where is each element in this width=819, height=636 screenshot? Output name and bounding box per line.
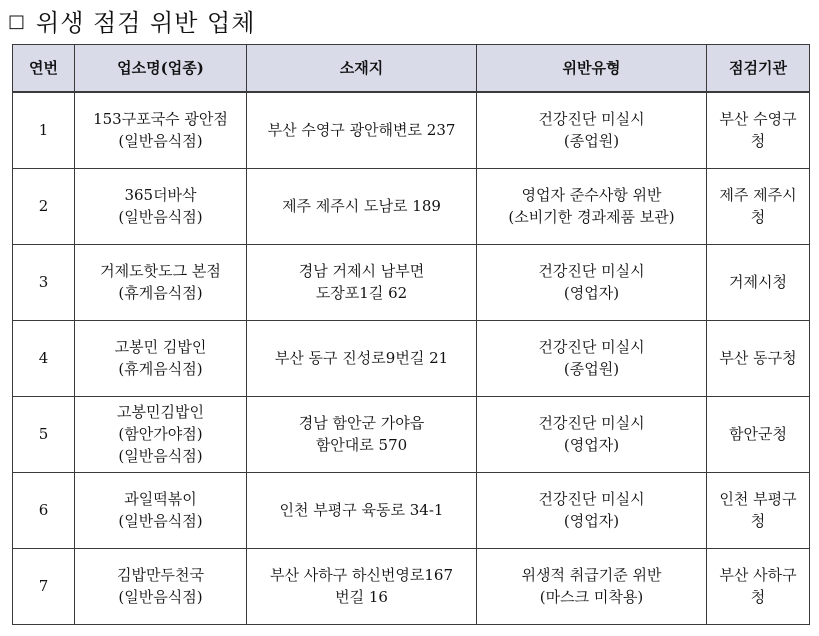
table-header-row — [13, 45, 810, 93]
cell-address — [247, 472, 477, 548]
cell-agency-line: 제주 제주시 — [719, 186, 797, 204]
cell-agency — [707, 548, 810, 624]
page-heading — [8, 2, 255, 38]
cell-violation-line: 위생적 취급기준 위반 — [521, 566, 662, 584]
table-body — [13, 92, 810, 624]
cell-address — [247, 320, 477, 396]
cell-business-line: (일반음식점) — [118, 588, 203, 606]
cell-business-line: 과일떡볶이 — [124, 490, 197, 508]
cell-violation-line: 건강진단 미실시 — [538, 338, 645, 356]
cell-business-line: 365더바삭 — [124, 186, 197, 204]
cell-agency-line: 거제시청 — [729, 273, 787, 291]
cell-violation-line: (소비기한 경과제품 보관) — [508, 208, 675, 226]
cell-agency — [707, 244, 810, 320]
cell-violation — [477, 396, 707, 472]
cell-agency-line: 청 — [750, 588, 766, 606]
table-row — [13, 244, 810, 320]
header-business: 업소명(업종) — [75, 45, 247, 93]
cell-business — [75, 244, 247, 320]
cell-business — [75, 548, 247, 624]
cell-violation-line: 영업자 준수사항 위반 — [521, 186, 662, 204]
cell-agency — [707, 320, 810, 396]
violations-table — [12, 44, 810, 625]
cell-violation — [477, 244, 707, 320]
cell-violation-line: (마스크 미착용) — [539, 588, 644, 606]
cell-number: 5 — [13, 396, 75, 472]
cell-business — [75, 396, 247, 472]
cell-business-line: (일반음식점) — [118, 447, 203, 465]
cell-address-line: 경남 거제시 남부면 — [298, 262, 425, 280]
cell-agency-line: 부산 수영구 — [719, 110, 797, 129]
cell-business-line: 고봉민김밥인 — [117, 403, 204, 421]
header-agency: 점검기관 — [707, 45, 810, 93]
cell-business — [75, 320, 247, 396]
cell-agency-line: 인천 부평구 — [719, 490, 797, 508]
cell-violation — [477, 168, 707, 244]
cell-violation-line: 건강진단 미실시 — [538, 490, 645, 508]
cell-agency-line: 부산 사하구 — [719, 566, 797, 584]
cell-business-line: (일반음식점) — [118, 512, 203, 530]
cell-address-line: 제주 제주시 도남로 189 — [282, 197, 441, 215]
cell-address — [247, 92, 477, 168]
table-row — [13, 320, 810, 396]
table-row — [13, 92, 810, 168]
cell-address-line: 부산 사하구 하신번영로167 — [269, 566, 454, 584]
square-bullet-icon: □ — [8, 10, 27, 32]
cell-business-line: 거제도핫도그 본점 — [100, 262, 221, 280]
cell-violation-line: (영업자) — [563, 512, 620, 530]
cell-address-line: 도장포1길 62 — [315, 284, 408, 302]
cell-agency-line: 청 — [750, 208, 766, 226]
cell-agency — [707, 396, 810, 472]
cell-violation-line: (종업원) — [563, 132, 620, 151]
cell-agency-line: 함안군청 — [729, 425, 787, 443]
cell-business — [75, 92, 247, 168]
cell-violation-line: (영업자) — [563, 436, 620, 454]
cell-number: 1 — [13, 92, 75, 168]
cell-address-line: 경남 함안군 가야읍 — [298, 414, 425, 432]
cell-violation — [477, 472, 707, 548]
cell-address — [247, 168, 477, 244]
cell-address-line: 번길 16 — [335, 588, 388, 606]
cell-number: 6 — [13, 472, 75, 548]
table-row — [13, 548, 810, 624]
cell-business-line: (휴게음식점) — [118, 360, 203, 378]
cell-violation-line: (종업원) — [563, 360, 620, 378]
cell-business-line: (함안가야점) — [118, 425, 203, 443]
cell-agency — [707, 92, 810, 168]
header-number: 연번 — [13, 45, 75, 93]
cell-address — [247, 548, 477, 624]
cell-number: 4 — [13, 320, 75, 396]
cell-violation-line: 건강진단 미실시 — [538, 262, 645, 280]
cell-violation — [477, 320, 707, 396]
cell-number: 7 — [13, 548, 75, 624]
header-violation: 위반유형 — [477, 45, 707, 93]
cell-agency-line: 청 — [750, 132, 766, 151]
cell-address-line: 인천 부평구 육동로 34-1 — [279, 501, 444, 519]
header-address: 소재지 — [247, 45, 477, 93]
cell-agency-line: 부산 동구청 — [719, 349, 797, 367]
page-title: 위생 점검 위반 업체 — [36, 8, 256, 37]
cell-agency — [707, 168, 810, 244]
table-row — [13, 472, 810, 548]
cell-business-line: 김밥만두천국 — [117, 566, 204, 584]
cell-address-line: 부산 수영구 광안해변로 237 — [267, 121, 456, 140]
cell-violation-line: 건강진단 미실시 — [538, 110, 645, 129]
table-row — [13, 168, 810, 244]
cell-number: 3 — [13, 244, 75, 320]
cell-business — [75, 472, 247, 548]
cell-address — [247, 244, 477, 320]
cell-violation — [477, 92, 707, 168]
cell-violation-line: 건강진단 미실시 — [538, 414, 645, 432]
cell-business — [75, 168, 247, 244]
cell-business-line: 153구포국수 광안점 — [93, 110, 228, 129]
cell-business-line: 고봉민 김밥인 — [114, 338, 207, 356]
cell-number: 2 — [13, 168, 75, 244]
cell-address-line: 함안대로 570 — [315, 436, 408, 454]
cell-agency-line: 청 — [750, 512, 766, 530]
cell-violation — [477, 548, 707, 624]
cell-business-line: (일반음식점) — [118, 132, 203, 151]
cell-address — [247, 396, 477, 472]
cell-business-line: (휴게음식점) — [118, 284, 203, 302]
cell-business-line: (일반음식점) — [118, 208, 203, 226]
cell-violation-line: (영업자) — [563, 284, 620, 302]
cell-agency — [707, 472, 810, 548]
table-row — [13, 396, 810, 472]
cell-address-line: 부산 동구 진성로9번길 21 — [274, 349, 449, 367]
